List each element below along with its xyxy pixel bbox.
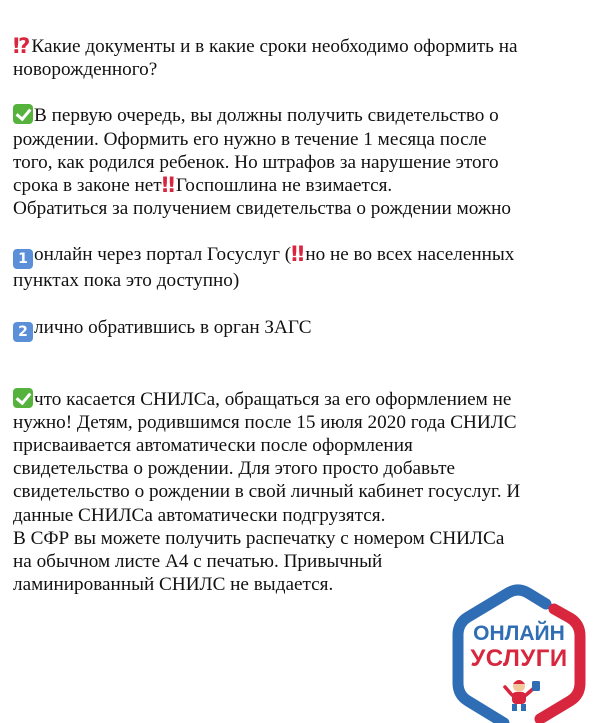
double-exclamation-mark-icon: ‼: [161, 173, 173, 198]
keycap-one-icon: 1: [13, 249, 33, 269]
logo-text-line-1: ОНЛАЙН: [473, 622, 565, 645]
online-services-logo: [446, 573, 596, 723]
logo-text-line-2: УСЛУГИ: [470, 645, 568, 672]
birth-certificate-paragraph: [13, 104, 593, 220]
option-1-line-1a: онлайн через портал Госуслуг (: [34, 244, 292, 266]
birth-line-1: В первую очередь, вы должны получить свидетельство о: [34, 105, 499, 127]
birth-line-3: того, как родился ребенок. Но штрафов за нарушение этого: [13, 151, 499, 173]
option-1-line-2: пунктах пока это доступно): [13, 270, 240, 292]
post-content: [13, 35, 593, 596]
birth-line-4a: срока в законе нет: [13, 175, 162, 197]
snils-line-9: ламинированный СНИЛС не выдается.: [13, 574, 334, 596]
keycap-two-icon: 2: [13, 322, 33, 342]
option-1-paragraph: [13, 243, 593, 292]
question-line-2: новорожденного?: [13, 59, 158, 81]
snils-line-2: нужно! Детям, родившимся после 15 июля 2020 года СНИЛС: [13, 411, 517, 433]
option-2-line-1: лично обратившись в орган ЗАГС: [34, 316, 312, 338]
birth-line-5: Обратиться за получением свидетельства о рождении можно: [13, 198, 511, 220]
snils-line-8: на обычном листе А4 с печатью. Привычный: [13, 551, 383, 573]
snils-line-1: что касается СНИЛСа, обращаться за его оформлением не: [34, 388, 512, 410]
snils-line-7: В СФР вы можете получить распечатку с номером СНИЛСа: [13, 527, 505, 549]
question-paragraph: [13, 35, 593, 81]
birth-line-2: рождении. Оформить его нужно в течение 1 месяца после: [13, 128, 487, 150]
snils-line-5: свидетельство о рождении в свой личный кабинет госуслуг. И: [13, 481, 521, 503]
option-2-paragraph: [13, 316, 593, 342]
option-1-line-1b: но не во всех населенных: [305, 244, 515, 266]
double-exclamation-mark-icon: ‼: [291, 242, 303, 267]
exclamation-question-mark-icon: ⁉: [13, 34, 29, 58]
check-mark-button-icon: [13, 104, 33, 124]
snils-paragraph: [13, 388, 593, 597]
logo-figure-icon: [505, 680, 540, 711]
snils-line-6: данные СНИЛСа автоматически подгрузятся.: [13, 504, 386, 526]
snils-line-3: присваивается автоматически после оформления: [13, 435, 413, 457]
question-line-1: Какие документы и в какие сроки необходимо оформить на: [31, 36, 518, 57]
birth-line-4b: Госпошлина не взимается.: [175, 175, 393, 197]
check-mark-button-icon: [13, 388, 33, 408]
snils-line-4: свидетельства о рождении. Для этого просто добавьте: [13, 458, 456, 480]
